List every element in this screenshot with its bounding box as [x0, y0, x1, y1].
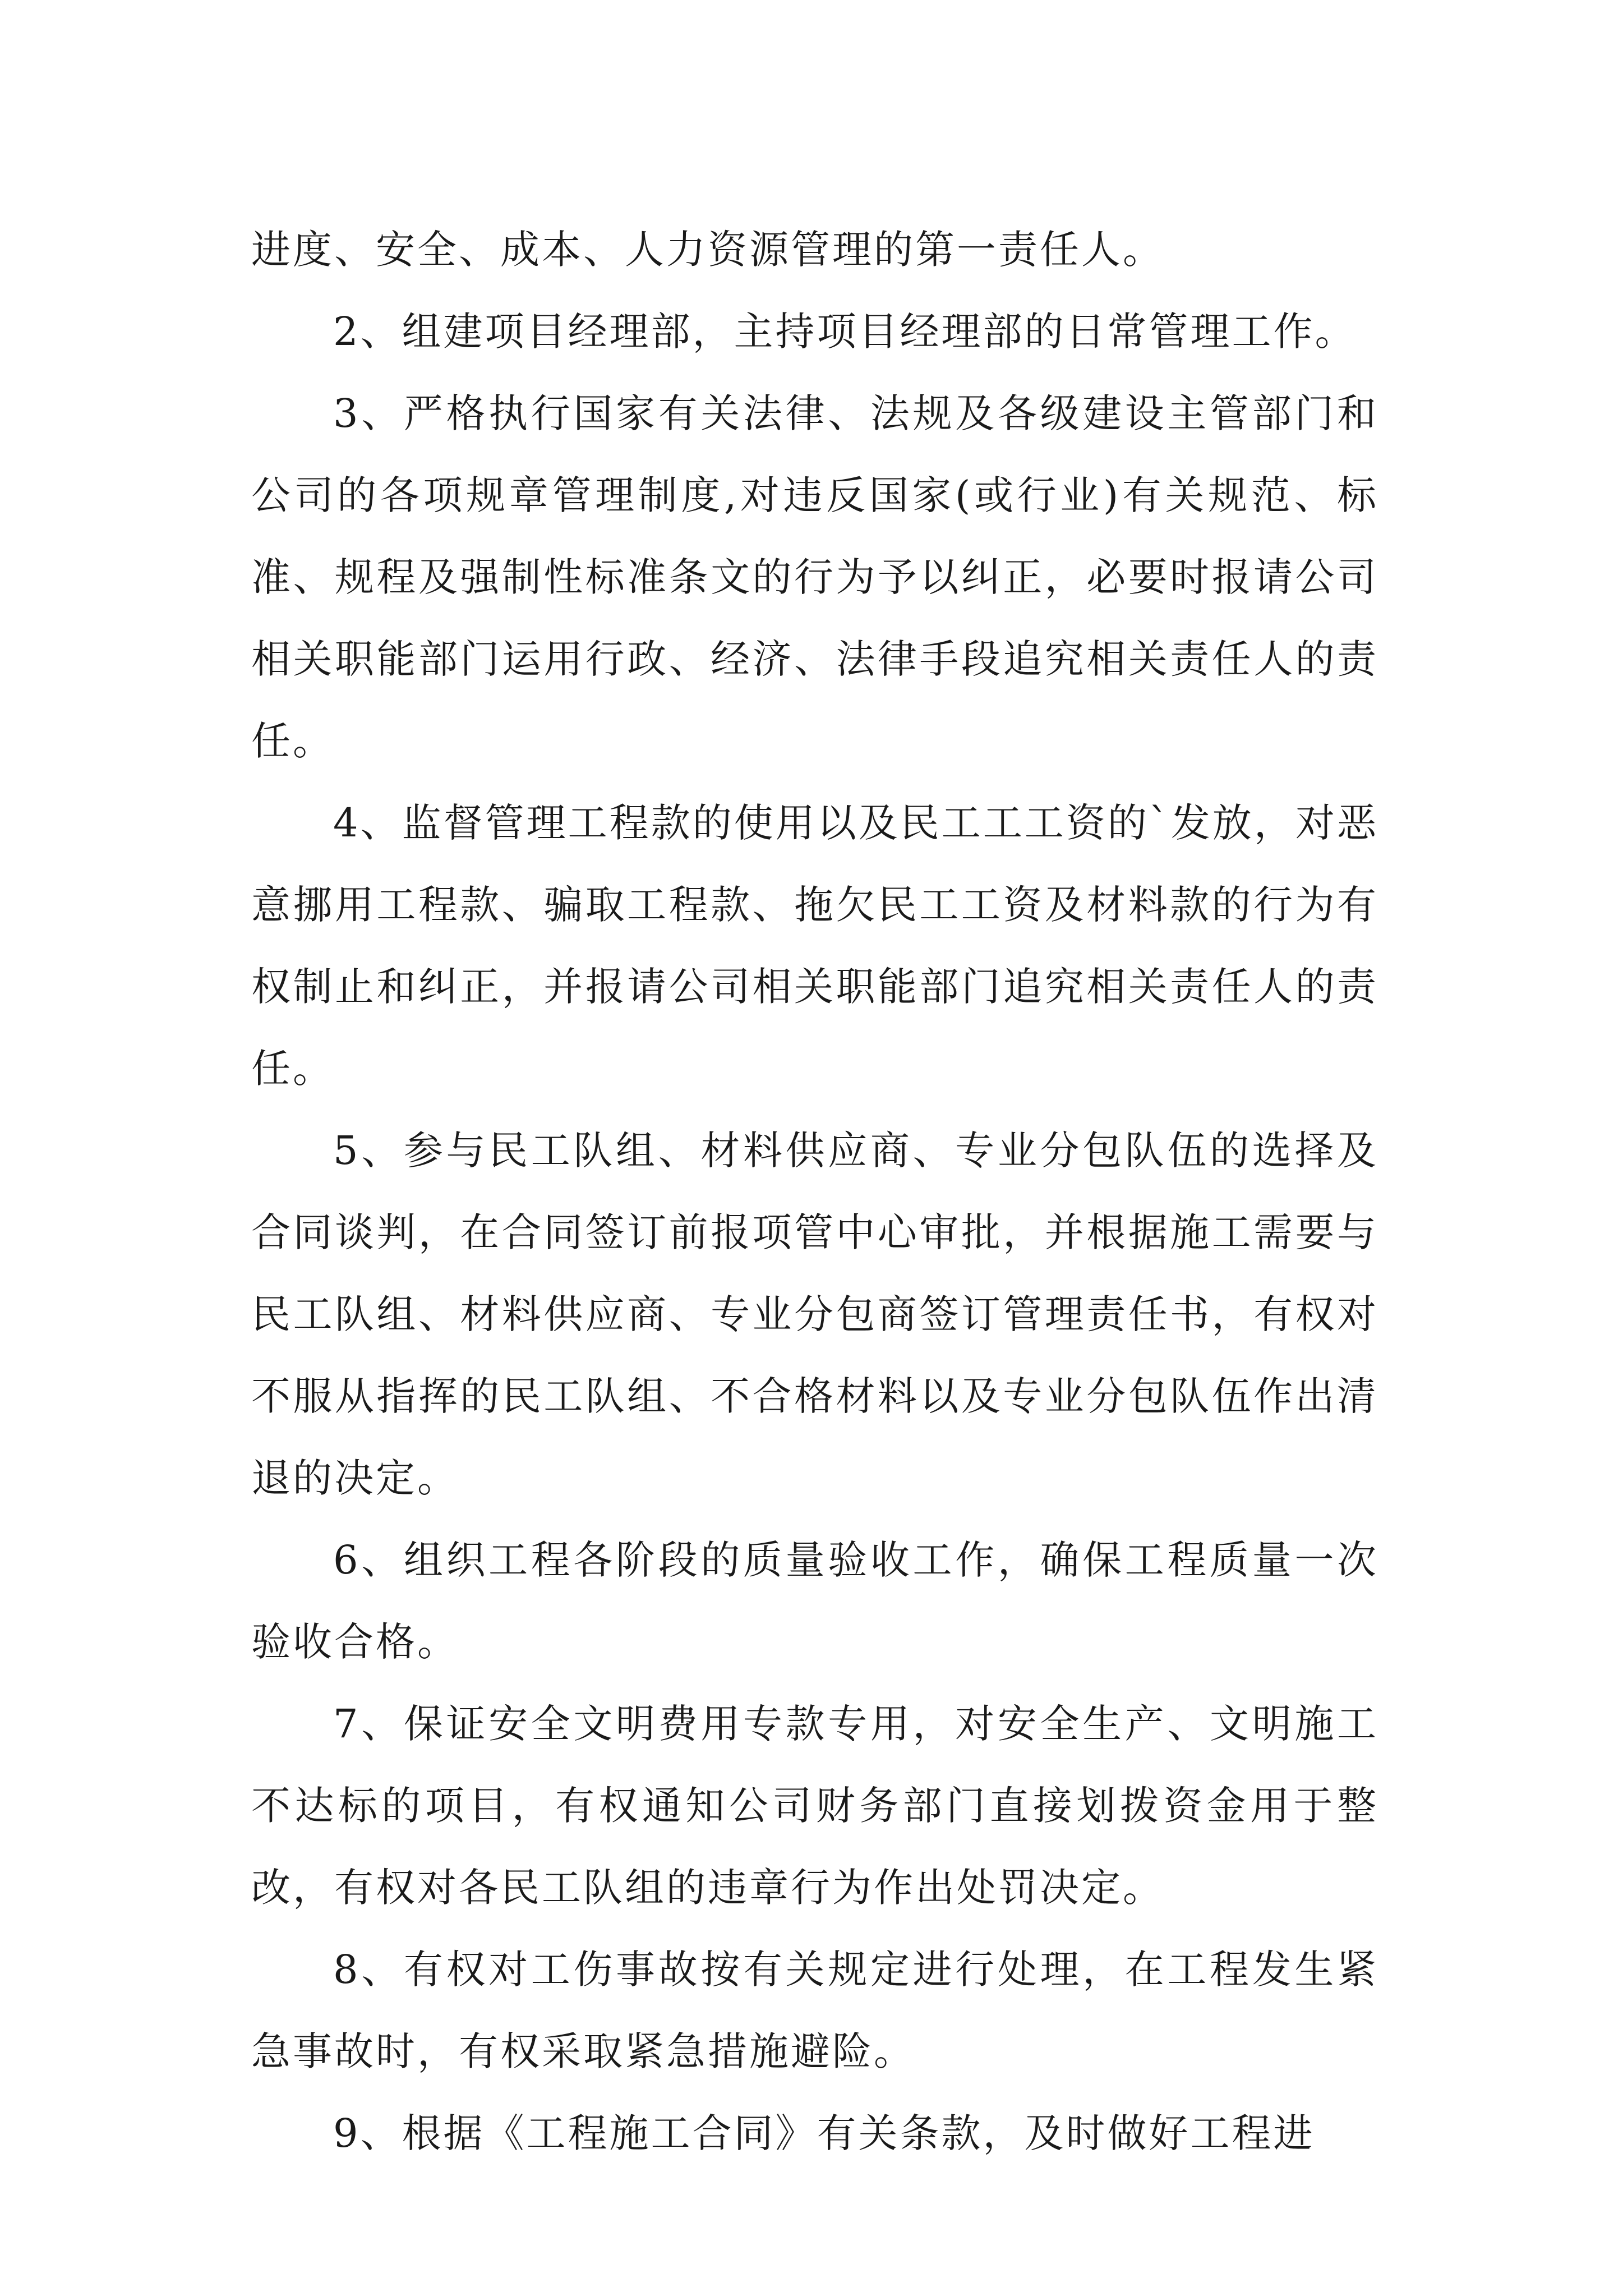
paragraph-item-4: 4、监督管理工程款的使用以及民工工工资的`发放，对恶意挪用工程款、骗取工程款、拖欠民工工资及材料款的行为有权制止和纠正，并报请公司相关职能部门追究相关责任人的责任。 [251, 800, 1378, 1092]
paragraph-item-2: 2、组建项目经理部，主持项目经理部的日常管理工作。 [333, 309, 1357, 355]
document-body [251, 209, 1378, 2174]
paragraph-continuation: 进度、安全、成本、人力资源管理的第一责任人。 [251, 227, 1164, 273]
paragraph-item-8: 8、有权对工伤事故按有关规定进行处理，在工程发生紧急事故时，有权采取紧急措施避险。 [251, 1947, 1378, 2074]
paragraph-item-6: 6、组织工程各阶段的质量验收工作，确保工程质量一次验收合格。 [251, 1537, 1378, 1665]
paragraph-item-9: 9、根据《工程施工合同》有关条款，及时做好工程进 [333, 2110, 1315, 2156]
paragraph-item-7: 7、保证安全文明费用专款专用，对安全生产、文明施工不达标的项目，有权通知公司财务部门直接划拨资金用于整改，有权对各民工队组的违章行为作出处罚决定。 [251, 1701, 1378, 1911]
paragraph-item-3: 3、严格执行国家有关法律、法规及各级建设主管部门和公司的各项规章管理制度,对违反国家(或行业)有关规范、标准、规程及强制性标准条文的行为予以纠正，必要时报请公司相关职能部门运用行政、经济、法律手段追究相关责任人的责任。 [251, 390, 1378, 764]
paragraph-item-5: 5、参与民工队组、材料供应商、专业分包队伍的选择及合同谈判，在合同签订前报项管中心审批，并根据施工需要与民工队组、材料供应商、专业分包商签订管理责任书，有权对不服从指挥的民工队组、不合格材料以及专业分包队伍作出清退的决定。 [251, 1128, 1378, 1501]
